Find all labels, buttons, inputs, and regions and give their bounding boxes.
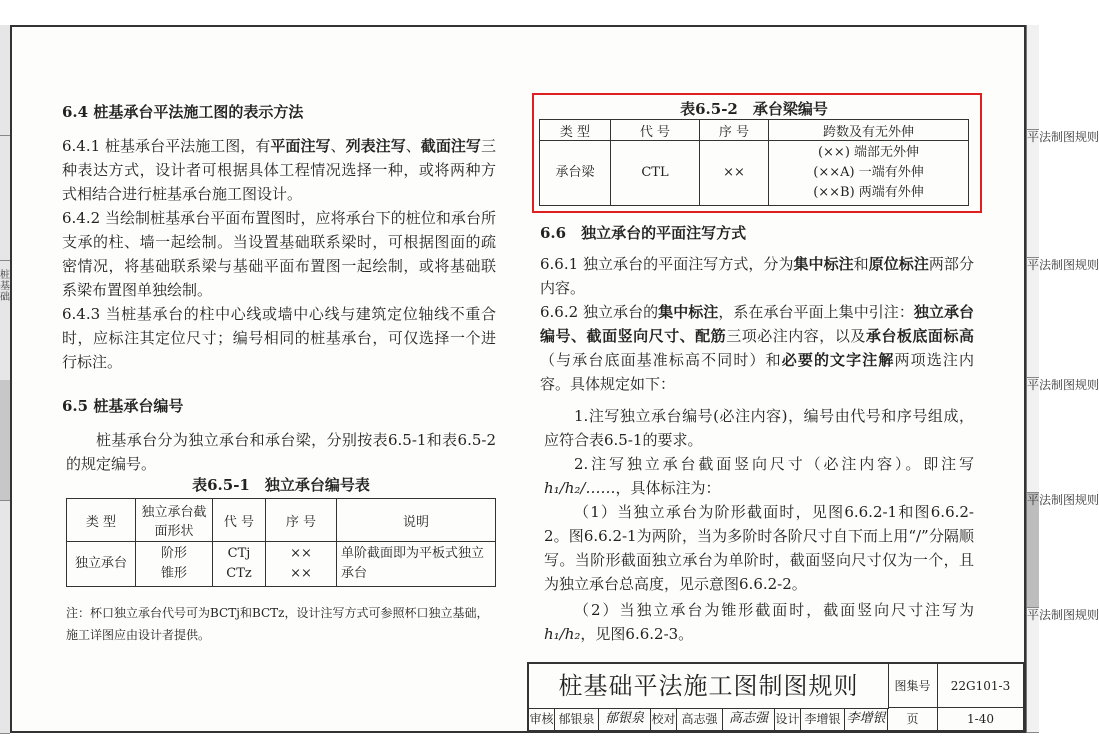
page-label: 页 — [888, 708, 938, 731]
table-note: 注：杯口独立承台代号可为BCTj和BCTz，设计注写方式可参照杯口独立基础，施工详图应由设计者提供。 — [66, 606, 489, 642]
table-cell-seq: ×× — [700, 141, 769, 206]
atlas-number: 22G101-3 — [938, 664, 1024, 708]
title-block — [527, 662, 1024, 731]
reviewer-name: 郁银泉 — [555, 708, 599, 731]
paragraph-6-6-2: 6.6.2 独立承台的集中标注，系在承台平面上集中引注：独立承台编号、截面竖向尺寸、配筋三项必注内容，以及承台板底面标高（与承台底面基准标高不同时）和必要的文字注解两项选注内容。具体规定如下： — [540, 303, 974, 393]
table-header-cell: 独立承台截面形状 — [136, 499, 213, 542]
table-header-cell: 序 号 — [700, 120, 769, 141]
right-margin-strip — [1026, 25, 1099, 733]
page-number: 1-40 — [938, 708, 1024, 731]
table-row — [540, 141, 969, 206]
drawing-title: 桩基础平法施工图制图规则 — [529, 664, 889, 709]
table-header-cell: 类 型 — [540, 120, 611, 141]
heading-6-5: 6.5 桩基承台编号 — [62, 397, 184, 415]
left-margin-label: 桩基础 — [0, 270, 10, 303]
table-header-cell: 代 号 — [213, 499, 266, 542]
heading-6-4: 6.4 桩基承台平法施工图的表示方法 — [62, 103, 304, 121]
table-row — [67, 542, 496, 587]
right-margin-tab: 平法制图规则 — [1027, 608, 1039, 733]
table-6-5-1 — [66, 498, 496, 587]
checker-signature: 高志强 — [723, 708, 775, 731]
left-margin-active-tab — [0, 380, 10, 501]
design-label: 设计 — [775, 708, 801, 731]
paragraph-6-5: 桩基承台分为独立承台和承台梁，分别按表6.5-1和表6.5-2的规定编号。 — [66, 431, 496, 473]
table-cell-seq: ×× ×× — [266, 542, 337, 587]
table-header-cell: 序 号 — [266, 499, 337, 542]
right-margin-tab: 平法制图规则 — [1027, 258, 1039, 378]
heading-6-6: 6.6 独立承台的平面注写方式 — [540, 224, 747, 242]
left-margin-strip — [0, 25, 10, 733]
table-header-cell: 跨数及有无外伸 — [769, 120, 969, 141]
paragraph-6-6-2-item2-2: （2）当独立承台为锥形截面时，截面竖向尺寸注写为h₁/h₂，见图6.6.2-3。 — [544, 601, 974, 643]
table-header-row — [67, 499, 496, 542]
table-cell-type: 独立承台 — [67, 542, 136, 587]
paragraph-6-4-2: 6.4.2 当绘制桩基承台平面布置图时，应将承台下的桩位和承台所支承的柱、墙一起绘制。当设置基础联系梁时，可根据图面的疏密情况，将基础联系梁与基础平面布置图一起绘制，或将基础联系梁布置图单独绘制。 — [62, 209, 496, 299]
table-6-5-2-caption: 表6.5-2 承台梁编号 — [680, 100, 828, 118]
atlas-label: 图集号 — [888, 664, 938, 708]
designer-signature: 李增银 — [845, 708, 888, 731]
designer-name: 李增银 — [801, 708, 845, 731]
paragraph-6-6-2-item2-1: （1）当独立承台为阶形截面时，见图6.6.2-1和图6.6.2-2。图6.6.2-1为两阶，当为多阶时各阶尺寸自下而上用“/”分隔顺写。当阶形截面独立承台为单阶时，截面竖向尺寸仅为一个，且为独立承台总高度，见示意图6.6.2-2。 — [544, 503, 974, 593]
paragraph-6-4-1: 6.4.1 桩基承台平法施工图，有平面注写、列表注写、截面注写三种表达方式，设计者可根据具体工程情况选择一种，或将两种方式相结合进行桩基承台施工图设计。 — [62, 137, 496, 203]
table-cell-desc: 单阶截面即为平板式独立承台 — [337, 542, 496, 587]
table-cell-span: (××) 端部无外伸 (××A) 一端有外伸 (××B) 两端有外伸 — [769, 141, 969, 206]
table-header-row — [540, 120, 969, 141]
checker-name: 高志强 — [677, 708, 723, 731]
right-margin-tab: 平法制图规则 — [1027, 130, 1039, 258]
check-label: 校对 — [651, 708, 677, 731]
table-6-5-2 — [539, 119, 969, 206]
table-cell-type: 承台梁 — [540, 141, 611, 206]
paragraph-6-4-3: 6.4.3 当桩基承台的柱中心线或墙中心线与建筑定位轴线不重合时，应标注其定位尺寸；编号相同的桩基承台，可仅选择一个进行标注。 — [62, 305, 496, 371]
table-6-5-1-caption: 表6.5-1 独立承台编号表 — [192, 476, 370, 494]
paragraph-6-6-2-item1: 1.注写独立承台编号(必注内容)，编号由代号和序号组成，应符合表6.5-1的要求。 — [544, 407, 974, 449]
paragraph-6-6-2-item2: 2.注写独立承台截面竖向尺寸（必注内容）。即注写h₁/h₂/……，具体标注为： — [544, 455, 974, 497]
review-label: 审核 — [529, 708, 555, 731]
right-margin-tab: 平法制图规则 — [1027, 378, 1039, 493]
table-cell-code: CTL — [611, 141, 700, 206]
table-header-cell: 代 号 — [611, 120, 700, 141]
table-cell-shape: 阶形 锥形 — [136, 542, 213, 587]
table-header-cell: 说明 — [337, 499, 496, 542]
paragraph-6-6-1: 6.6.1 独立承台的平面注写方式，分为集中标注和原位标注两部分内容。 — [540, 255, 974, 297]
table-cell-code: CTj CTz — [213, 542, 266, 587]
reviewer-signature: 郁银泉 — [599, 708, 651, 731]
right-margin-tab: 平法制图规则 — [1027, 493, 1039, 608]
table-header-cell: 类 型 — [67, 499, 136, 542]
